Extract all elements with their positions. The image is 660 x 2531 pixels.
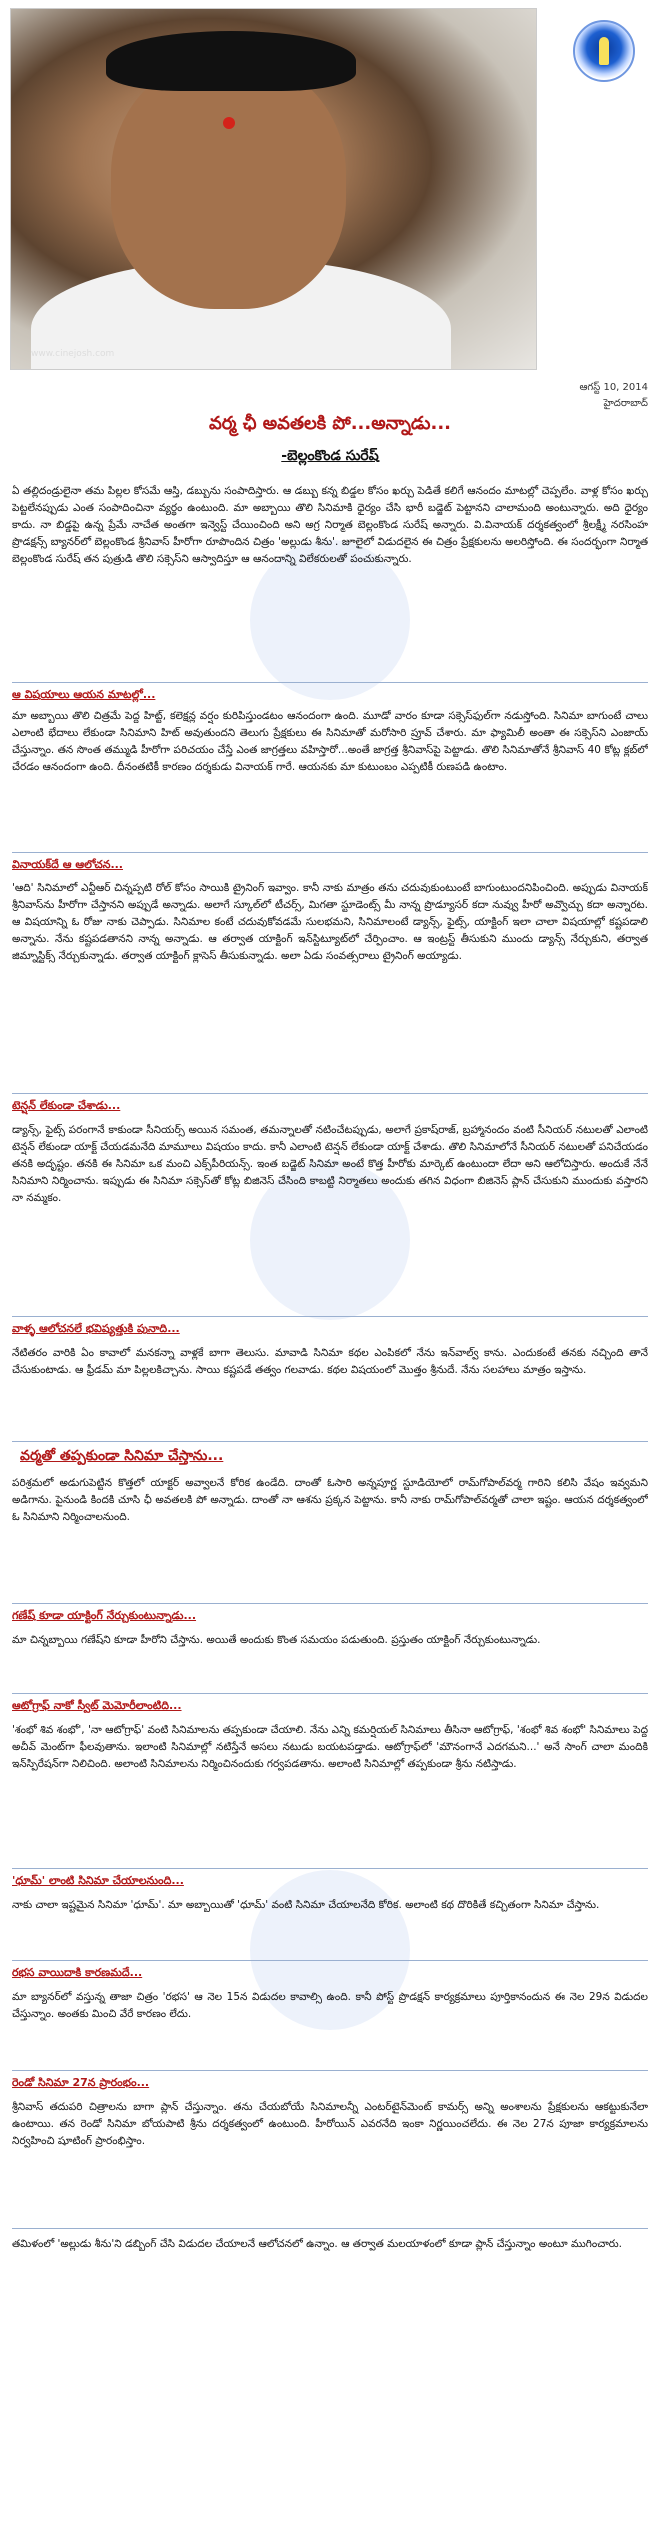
- divider: [12, 1316, 648, 1317]
- section-title: వర్మతో తప్పకుండా సినిమా చేస్తాను...: [20, 1448, 224, 1464]
- article-location: హైదరాబాద్: [603, 398, 648, 409]
- cinejosh-logo-icon[interactable]: [565, 16, 643, 86]
- divider: [12, 1693, 648, 1694]
- section-body: మా చిన్నబ్బాయి గణేష్‌ని కూడా హీరోని చేస్తాను. అయితే అందుకు కొంత సమయం పడుతుంది. ప్రస్తుతం యాక్టింగ్ నేర్చుకుంటున్నాడు.: [12, 1634, 541, 1646]
- section-body: డ్యాన్స్, ఫైట్స్ పరంగానే కాకుండా సీనియర్స్ అయిన సమంత, తమన్నాలతో నటించేటప్పుడు, అలాగే ప్రకాష్‌రాజ్, బ్రహ్మానందం వంటి సీనియర్ నటులతో ఎలాంటి టెన్షన్ లేకుండా యాక్ట్ చేయడమనేది మామూలు విషయం కాదు. కానీ ఎలాంటి టెన్షన్ లేకుండా యాక్ట్ చేశాడు. తొలి సినిమాలోనే సీనియర్ నటులతో పనిచేయడం తనకి అదృష్టం. తనకి ఈ సినిమా ఒక మంచి ఎక్స్‌పీరియన్స్. ఇంత బడ్జెట్ సినిమా అంటే కొత్త హీరోకు మార్కెట్ ఉంటుందా లేదా అని ఆలోచిస్తారు. అందుకే నేనే సినిమాని నిర్మించాను. ఇప్పుడు ఈ సినిమా సక్సెస్‌తో కోట్ల బిజినెస్ చేసింది కాబట్టి నిర్మాతలు అందుకు తగిన విధంగా బిజినెస్ ప్లాన్ చేసుకుని ముందుకు వస్తారని నా నమ్మకం.: [12, 1124, 648, 1204]
- section-title: వాళ్ళ ఆలోచనలే భవిష్యత్తుకి పునాది...: [12, 1322, 180, 1335]
- section-title: రెండో సినిమా 27న ప్రారంభం...: [12, 2076, 150, 2089]
- closing-paragraph: తమిళంలో 'అల్లుడు శీను'ని డబ్బింగ్ చేసి విడుదల చేయాలనే ఆలోచనలో ఉన్నాం. ఆ తర్వాత మలయాళంలో కూడా ప్లాన్ చేస్తున్నాం అంటూ ముగించారు.: [12, 2238, 622, 2250]
- byline-name: -బెల్లంకొండ సురేష్: [281, 448, 379, 464]
- intro-paragraph: ఏ తల్లిదండ్రులైనా తమ పిల్లల కోసమే ఆస్తి, డబ్బును సంపాదిస్తారు. ఆ డబ్బు కన్న బిడ్డల కోసం ఖర్చు పెడితే కలిగే ఆనందం మాటల్లో చెప్పలేం. వాళ్ల కోసం ఖర్చు పెట్టలేనప్పుడు ఎంత సంపాదించినా వ్యర్థం ఉంటుంది. మా అబ్బాయి తొలి సినిమాకి ధైర్యం చేసి భారీ బడ్జెట్ పెట్టానని చాలామంది అంటున్నారు. అది ధైర్యం కాదు. నా బిడ్డపై ఉన్న ప్రేమే నాచేత అంతగా ఇన్వెస్ట్ చేయించింది అని అగ్ర నిర్మాత బెల్లంకొండ సురేష్ అన్నారు. వి.వినాయక్ దర్శకత్వంలో శ్రీలక్ష్మీ నరసింహ ప్రొడక్షన్స్ బ్యానర్‌లో బెల్లంకొండ శ్రీనివాస్ హీరోగా రూపొందిన చిత్రం 'అల్లుడు శీను'. జూలైలో విడుదలైన ఈ చిత్రం ప్రేక్షకులను అలరిస్తోంది. ఈ సందర్భంగా నిర్మాత బెల్లంకొండ సురేష్ తన పుత్రుడి తొలి సక్సెస్‌ని ఆస్వాదిస్తూ ఆ ఆనందాన్ని విలేకరులతో పంచుకున్నారు.: [12, 485, 648, 565]
- section-body: మా బ్యానర్‌లో వస్తున్న తాజా చిత్రం 'రభస' ఆ నెల 15న విడుదల కావాల్సి ఉంది. కానీ పోస్ట్ ప్రొడక్షన్ కార్యక్రమాలు పూర్తికానందున ఈ నెల 29న విడుదల చేస్తున్నాం. అంతకు మించి వేరే కారణం లేదు.: [12, 1991, 648, 2020]
- profile-photo: [10, 8, 537, 370]
- photo-watermark: www.cinejosh.com: [31, 349, 115, 359]
- divider: [12, 1441, 648, 1442]
- article-date: ఆగస్ట్ 10, 2014: [579, 382, 648, 393]
- divider: [12, 1868, 648, 1869]
- section-title: ఆ విషయాలు ఆయన మాటల్లో...: [12, 688, 156, 701]
- divider: [12, 1093, 648, 1094]
- article-headline: వర్మ ఛీ అవతలకి పో...అన్నాడు...: [208, 413, 451, 434]
- section-body: శ్రీనివాస్ తదుపరి చిత్రాలను బాగా ప్లాన్ చేస్తున్నాం. తను చేయబోయే సినిమాలన్నీ ఎంటర్‌టైన్‌మెంట్ కామర్స్ అన్ని అంశాలను ప్రేక్షకులను ఆకట్టుకునేలా ఉంటాయి. తన రెండో సినిమా బోయపాటి శ్రీను దర్శకత్వంలో ఉంటుంది. హీరోయిన్ ఎవరనేది ఇంకా నిర్ణయించలేదు. ఈ నెల 27న పూజా కార్యక్రమాలను నిర్వహించి షూటింగ్ ప్రారంభిస్తాం.: [12, 2101, 648, 2147]
- divider: [12, 1603, 648, 1604]
- section-title: రభస వాయిదాకి కారణమదే...: [12, 1966, 143, 1979]
- divider: [12, 682, 648, 683]
- section-title: టెన్షన్ లేకుండా చేశాడు...: [12, 1099, 121, 1112]
- dateline: [579, 380, 648, 412]
- divider: [12, 2228, 648, 2229]
- section-title: 'ధూమ్' లాంటి సినిమా చేయాలనుంది...: [12, 1874, 184, 1887]
- divider: [12, 852, 648, 853]
- section-body: నేటితరం వారికి ఏం కావాలో మనకన్నా వాళ్లకే బాగా తెలుసు. మావాడి సినిమా కథల ఎంపికలో నేను ఇన్‌వాల్వ్ కాను. ఎందుకంటే తనకు నచ్చింది తానే చేసుకుంటాడు. ఆ ఫ్రీడమ్ మా పిల్లలకిచ్చాను. సాయి కష్టపడే తత్వం గలవాడు. కథల విషయంలో మొత్తం శ్రీనుదే. నేను సలహాలు మాత్రం ఇస్తాను.: [12, 1347, 648, 1376]
- divider: [12, 2070, 648, 2071]
- divider: [12, 1960, 648, 1961]
- section-body: పరిశ్రమలో అడుగుపెట్టిన కొత్తలో యాక్టర్ అవ్వాలనే కోరిక ఉండేది. దాంతో ఓసారి అన్నపూర్ణ స్టూడియోలో రామ్‌గోపాల్‌వర్మ గారిని కలిసి వేషం ఇవ్వమని అడిగాను. పైనుండి కిందకి చూసి ఛీ అవతలకి పో అన్నాడు. దాంతో నా ఆశను ప్రక్కన పెట్టాను. కానీ నాకు రామ్‌గోపాల్‌వర్మతో చాలా ఇష్టం. ఆయన దర్శకత్వంలో ఓ సినిమాని నిర్మించాలనుంది.: [12, 1477, 648, 1523]
- article-byline: [0, 448, 660, 467]
- section-title: గణేష్ కూడా యాక్టింగ్ నేర్చుకుంటున్నాడు...: [12, 1609, 197, 1622]
- section-body: మా అబ్బాయి తొలి చిత్రమే పెద్ద హిట్ట్, కలెక్షన్ల వర్షం కురిపిస్తుండటం ఆనందంగా ఉంది. మూడో వారం కూడా సక్సెస్‌ఫుల్‌గా నడుస్తోంది. సినిమా బాగుంటే చాలు ఎలాంటి భేదాలు లేకుండా సినిమాని హిట్ అవుతుందని తెలుగు ప్రేక్షకులు ఈ సినిమాతో మరోసారి ప్రూవ్ చేశారు. మా ఫ్యామిలీ అంతా ఈ సక్సెస్‌ని ఎంజాయ్ చేస్తున్నాం. తన సొంత తమ్ముడి హీరోగా పరిచయం చేస్తే ఎంత జాగ్రత్తలు వహిస్తారో...అంతే జాగ్రత్త శ్రీనివాస్‌పై పెట్టాడు. తొలి సినిమాతోనే శ్రీనివాస్ 40 కోట్ల క్లబ్‌లో చేరడం ఆనందంగా ఉంది. దీనంతటికీ కారణం దర్శకుడు వినాయక్ గారే. ఆయనకు మా కుటుంబం ఎప్పటికీ రుణపడి ఉంటాం.: [12, 710, 648, 773]
- section-title: వినాయక్‌దే ఆ ఆలోచన...: [12, 858, 123, 871]
- section-body: 'ఆది' సినిమాలో ఎన్టీఆర్ చిన్నప్పటి రోల్ కోసం సాయికి ట్రైనింగ్ ఇవ్వాం. కానీ నాకు మాత్రం తను చదువుకుంటుంటే బాగుంటుందనిపించింది. అప్పుడు వినాయక్ శ్రీనివాస్‌ను హీరోగా చేస్తానని అప్పుడే అన్నాడు. అలాగే స్కూల్‌లో టీచర్స్, మిగతా స్టూడెంట్స్ మీ నాన్న ప్రొడ్యూసర్ కదా నువ్వు హీరో అవ్వొచ్చు కదా అన్నారట. ఆ విషయాన్ని ఓ రోజు నాకు చెప్పాడు. సినిమాల కంటే చదువుకోవడమే సులభమని, సినిమాలంటే డ్యాన్స్, ఫైట్స్, యాక్టింగ్ ఇలా చాలా విషయాల్లో కష్టపడాలి అన్నాను. నేను కష్టపడతానని నాన్న అన్నాడు. ఆ తర్వాత యాక్టింగ్ ఇన్‌స్టిట్యూట్‌లో చేర్పించాం. ఆ ఇంట్రస్ట్ తీసుకుని ముందు డ్యాన్స్ నేర్చుకుని, తర్వాత జిమ్నాస్టిక్స్ నేర్చుకున్నాడు. తర్వాత యాక్టింగ్ క్లాసెస్ తీసుకున్నాడు. అలా ఏడు సంవత్సరాలు ట్రైనింగ్ అయ్యాడు.: [12, 882, 648, 962]
- section-body: 'శంభో శివ శంభో', 'నా ఆటోగ్రాఫ్' వంటి సినిమాలను తప్పకుండా చేయాలి. నేను ఎన్ని కమర్షియల్ సినిమాలు తీసినా ఆటోగ్రాఫ్, 'శంభో శివ శంభో' సినిమాలు పెద్ద అచీవ్ మెంట్‌గా ఫీలవుతాను. ఇలాంటి సినిమాల్లో నటిస్తేనే అసలు నటుడు బయటపడ్తాడు. ఆటోగ్రాఫ్‌లో 'మౌనంగానే ఎదగమని...' అనే సాంగ్ చాలా మందికి ఇన్‌స్పిరేషన్‌గా నిలిచింది. అలాంటి సినిమాలను నిర్మించినందుకు గర్వపడతాను. అలాంటి సినిమాల్లో తప్పకుండా శ్రీను నటిస్తాడు.: [12, 1724, 648, 1770]
- tilak-mark: [223, 117, 235, 129]
- section-title: ఆటోగ్రాఫ్ నాకో స్వీట్ మెమోరీలాంటిది...: [12, 1699, 182, 1712]
- section-body: నాకు చాలా ఇష్టమైన సినిమా 'ధూమ్'. మా అబ్బాయితో 'ధూమ్' వంటి సినిమా చేయాలనేది కోరిక. అలాంటి కథ దొరికితే కచ్చితంగా సినిమా చేస్తాను.: [12, 1899, 600, 1911]
